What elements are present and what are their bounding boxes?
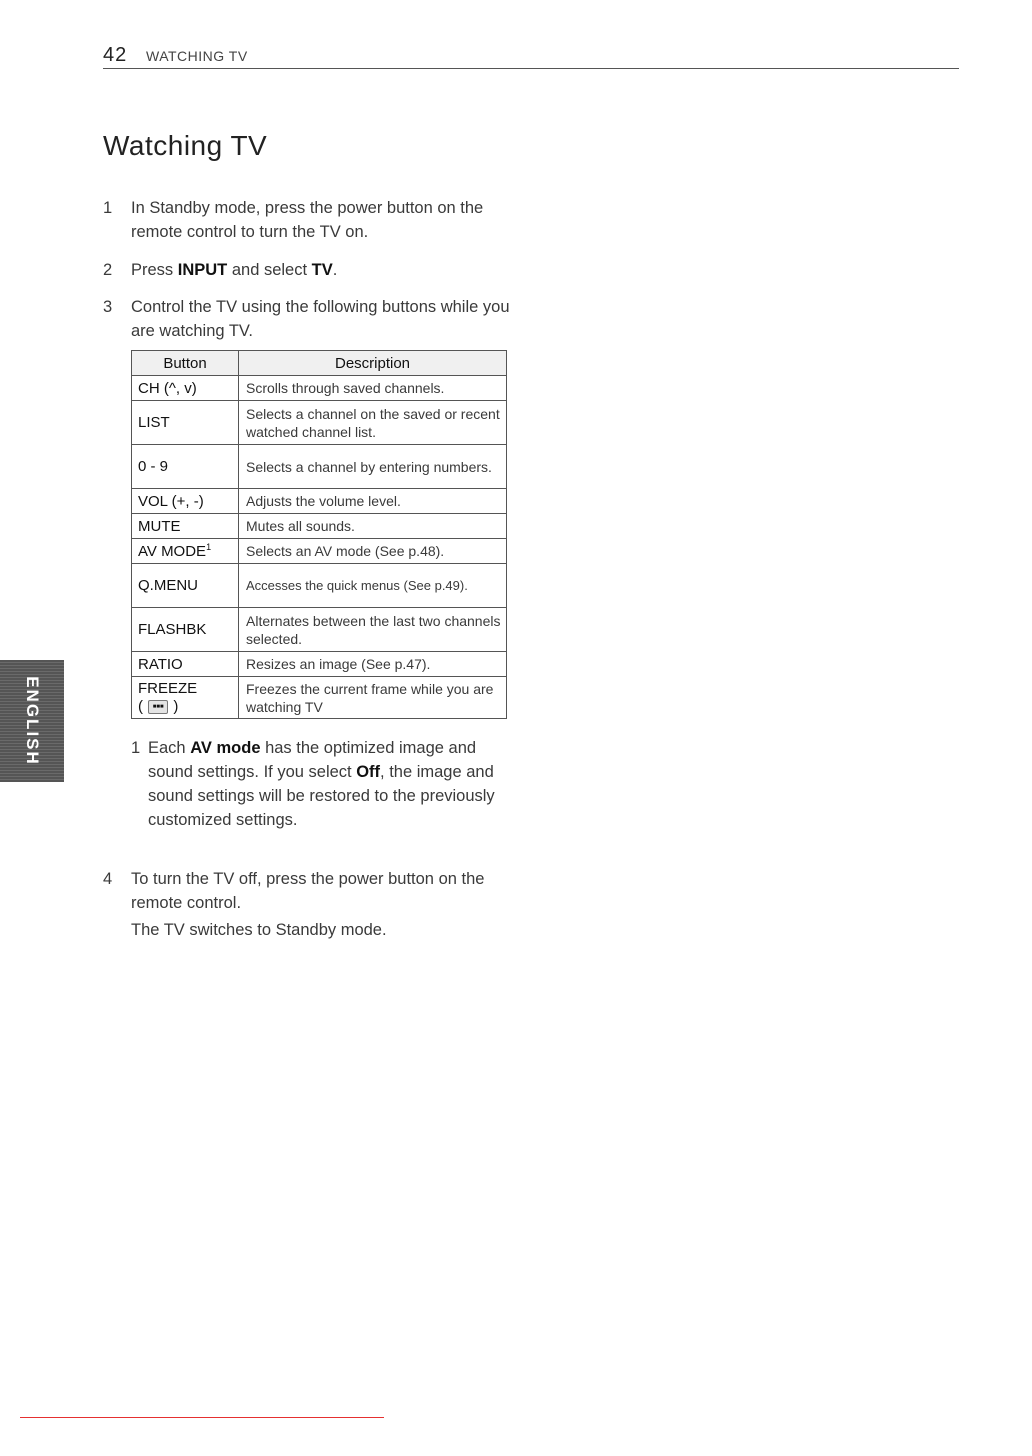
footnote-number: 1 (131, 739, 141, 757)
button-cell: VOL (+, -) (132, 489, 239, 514)
button-cell: LIST (132, 401, 239, 445)
bottom-red-line (20, 1417, 384, 1418)
page-header (103, 44, 959, 69)
step-number: 4 (103, 870, 113, 888)
description-cell: Mutes all sounds. (239, 514, 507, 539)
text-fragment: . (332, 261, 338, 279)
step-number: 3 (103, 298, 113, 316)
language-label: ENGLISH (23, 676, 42, 766)
description-cell: Alternates between the last two channels selected. (239, 608, 507, 652)
input-keyword: INPUT (177, 261, 228, 279)
table-row (132, 608, 507, 652)
description-cell: Selects a channel on the saved or recent watched channel list. (239, 401, 507, 445)
av-mode-keyword: AV mode (190, 739, 261, 757)
language-side-tab (0, 660, 64, 782)
button-cell: RATIO (132, 652, 239, 677)
button-cell (132, 677, 239, 719)
tv-keyword: TV (311, 261, 333, 279)
description-cell: Adjusts the volume level. (239, 489, 507, 514)
button-cell: CH (^, v) (132, 376, 239, 401)
table-row (132, 401, 507, 445)
table-row (132, 539, 507, 564)
description-cell: Scrolls through saved channels. (239, 376, 507, 401)
button-description-table (131, 350, 507, 719)
text-fragment: has the optimized image and sound settings. If you select (148, 739, 477, 781)
footnote-marker: 1 (206, 541, 212, 552)
step-text: In Standby mode, press the power button on the remote control to turn the TV on. (131, 199, 484, 241)
step-text: To turn the TV off, press the power button on the remote control. (131, 870, 485, 912)
table-row (132, 677, 507, 719)
description-cell: Accesses the quick menus (See p.49). (239, 564, 507, 608)
text-fragment: , the image and sound settings will be restored to the previously customized settings. (148, 763, 495, 829)
table-row (132, 489, 507, 514)
table-row (132, 652, 507, 677)
button-cell: MUTE (132, 514, 239, 539)
table-row (132, 514, 507, 539)
text-fragment: Press (131, 261, 178, 279)
table-row (132, 376, 507, 401)
description-cell: Freezes the current frame while you are watching TV (239, 677, 507, 719)
footnote-text (148, 736, 513, 832)
step-text: Control the TV using the following buttons while you are watching TV. (131, 298, 510, 340)
text-fragment: and select (227, 261, 312, 279)
freeze-button-icon: ■■■ (148, 700, 168, 714)
paren-open: ( (138, 697, 143, 715)
button-label: AV MODE (138, 542, 207, 560)
section-title: WATCHING TV (146, 48, 248, 64)
page-number: 42 (103, 44, 128, 66)
column-header-button: Button (132, 351, 239, 376)
paren-close: ) (173, 697, 179, 715)
step-number: 1 (103, 199, 113, 217)
page-title: Watching TV (103, 130, 268, 161)
step-result-text: The TV switches to Standby mode. (131, 921, 387, 939)
description-cell: Selects a channel by entering numbers. (239, 445, 507, 489)
button-cell: Q.MENU (132, 564, 239, 608)
column-header-description: Description (239, 351, 507, 376)
table-header-row (132, 351, 507, 376)
step-number: 2 (103, 261, 113, 279)
table-row (132, 445, 507, 489)
text-fragment: Each (148, 739, 191, 757)
description-cell: Selects an AV mode (See p.48). (239, 539, 507, 564)
table-row (132, 564, 507, 608)
button-cell: 0 - 9 (132, 445, 239, 489)
button-label: FREEZE (138, 679, 198, 697)
step-text (131, 258, 511, 282)
button-cell: FLASHBK (132, 608, 239, 652)
button-cell (132, 539, 239, 564)
off-keyword: Off (356, 763, 381, 781)
description-cell: Resizes an image (See p.47). (239, 652, 507, 677)
